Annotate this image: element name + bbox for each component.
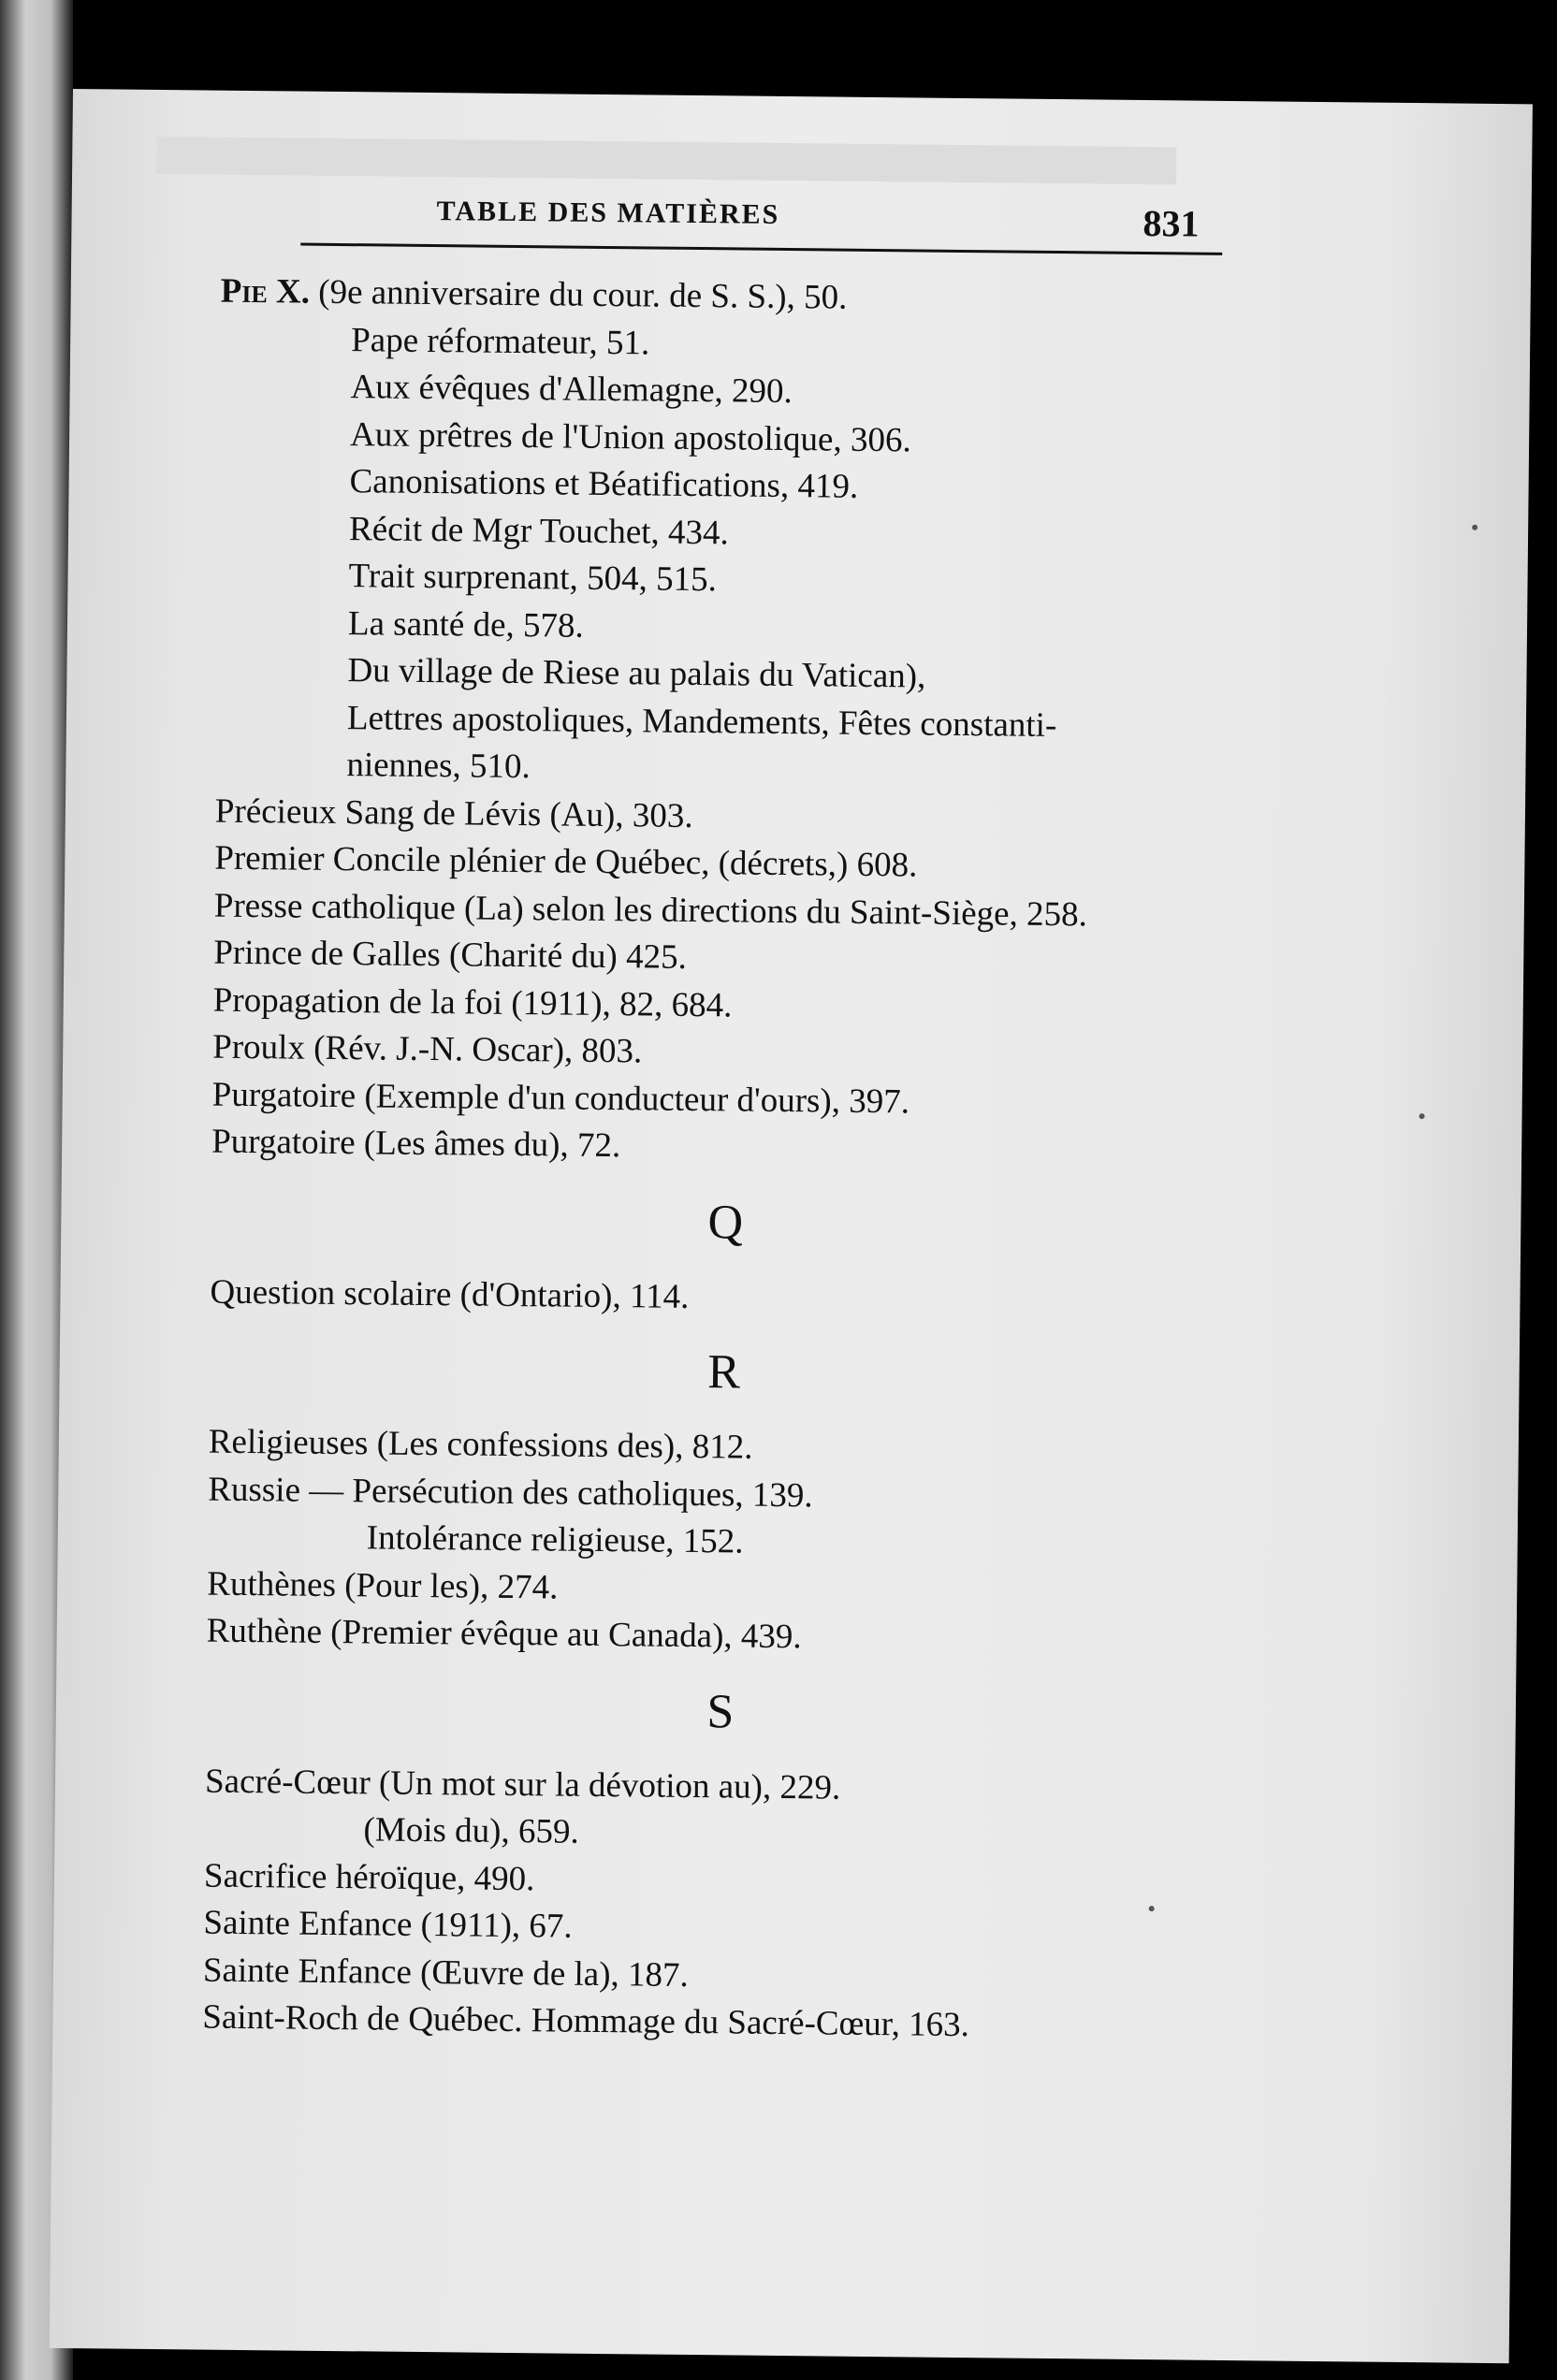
index-entry: Premier Concile plénier de Québec, (décrets,) 608. bbox=[214, 838, 918, 885]
index-entry: Canonisations et Béatifications, 419. bbox=[349, 462, 859, 506]
index-entry: Ruthène (Premier évêque au Canada), 439. bbox=[206, 1611, 802, 1657]
index-entry: Presse catholique (La) selon les directions du Saint-Siège, 258. bbox=[213, 886, 1088, 934]
index-entry: Religieuses (Les confessions des), 812. bbox=[208, 1422, 753, 1467]
header-rule bbox=[300, 243, 1222, 255]
page-top-strip bbox=[156, 137, 1176, 184]
index-entry: Saint-Roch de Québec. Hommage du Sacré-Cœur, 163. bbox=[202, 1997, 970, 2045]
index-entry: Du village de Riese au palais du Vatican), bbox=[347, 651, 926, 696]
index-entry: Ruthènes (Pour les), 274. bbox=[207, 1564, 559, 1607]
index-entries bbox=[202, 268, 1269, 2053]
index-entry: La santé de, 578. bbox=[347, 603, 584, 646]
index-entry: Russie — Persécution des catholiques, 139. bbox=[208, 1470, 813, 1515]
index-entry: Proulx (Rév. J.-N. Oscar), 803. bbox=[212, 1027, 643, 1071]
entry-head: Pie X. bbox=[220, 271, 311, 312]
index-entry: Aux prêtres de l'Union apostolique, 306. bbox=[349, 414, 911, 459]
paper-speck bbox=[1472, 525, 1477, 530]
index-entry: Récit de Mgr Touchet, 434. bbox=[348, 509, 729, 552]
index-entry: Lettres apostoliques, Mandements, Fêtes constanti- bbox=[346, 698, 1057, 745]
index-entry: Sainte Enfance (Œuvre de la), 187. bbox=[202, 1951, 689, 1995]
entry-text: (9e anniversaire du cour. de S. S.), 50. bbox=[318, 272, 848, 317]
section-letter-r: R bbox=[707, 1345, 741, 1400]
book-page bbox=[50, 89, 1533, 2363]
index-entry: Sacré-Cœur (Un mot sur la dévotion au), 229. bbox=[204, 1762, 841, 1807]
running-title: TABLE DES MATIÈRES bbox=[436, 196, 780, 230]
index-entry: Prince de Galles (Charité du) 425. bbox=[213, 933, 688, 977]
section-letter-q: Q bbox=[707, 1195, 744, 1250]
index-entry: Aux évêques d'Allemagne, 290. bbox=[350, 368, 793, 412]
index-entry: (Mois du), 659. bbox=[363, 1810, 579, 1851]
index-entry: Précieux Sang de Lévis (Au), 303. bbox=[214, 791, 693, 835]
index-entry: Intolérance religieuse, 152. bbox=[366, 1518, 744, 1561]
paper-speck bbox=[1419, 1113, 1425, 1119]
index-entry: Purgatoire (Les âmes du), 72. bbox=[211, 1122, 621, 1166]
index-entry: Question scolaire (d'Ontario), 114. bbox=[210, 1272, 690, 1316]
paper-speck bbox=[1149, 1906, 1155, 1911]
index-entry: Propagation de la foi (1911), 82, 684. bbox=[212, 980, 733, 1024]
index-entry: Pape réformateur, 51. bbox=[350, 320, 650, 362]
index-entry: Purgatoire (Exemple d'un conducteur d'ours), 397. bbox=[211, 1075, 910, 1121]
index-entry: Sacrifice héroïque, 490. bbox=[203, 1856, 535, 1898]
index-entry: Sainte Enfance (1911), 67. bbox=[203, 1903, 573, 1946]
index-entry: Trait surprenant, 504, 515. bbox=[348, 557, 718, 600]
section-letter-s: S bbox=[706, 1684, 735, 1738]
page-number: 831 bbox=[1142, 201, 1200, 245]
index-entry: niennes, 510. bbox=[346, 746, 531, 787]
